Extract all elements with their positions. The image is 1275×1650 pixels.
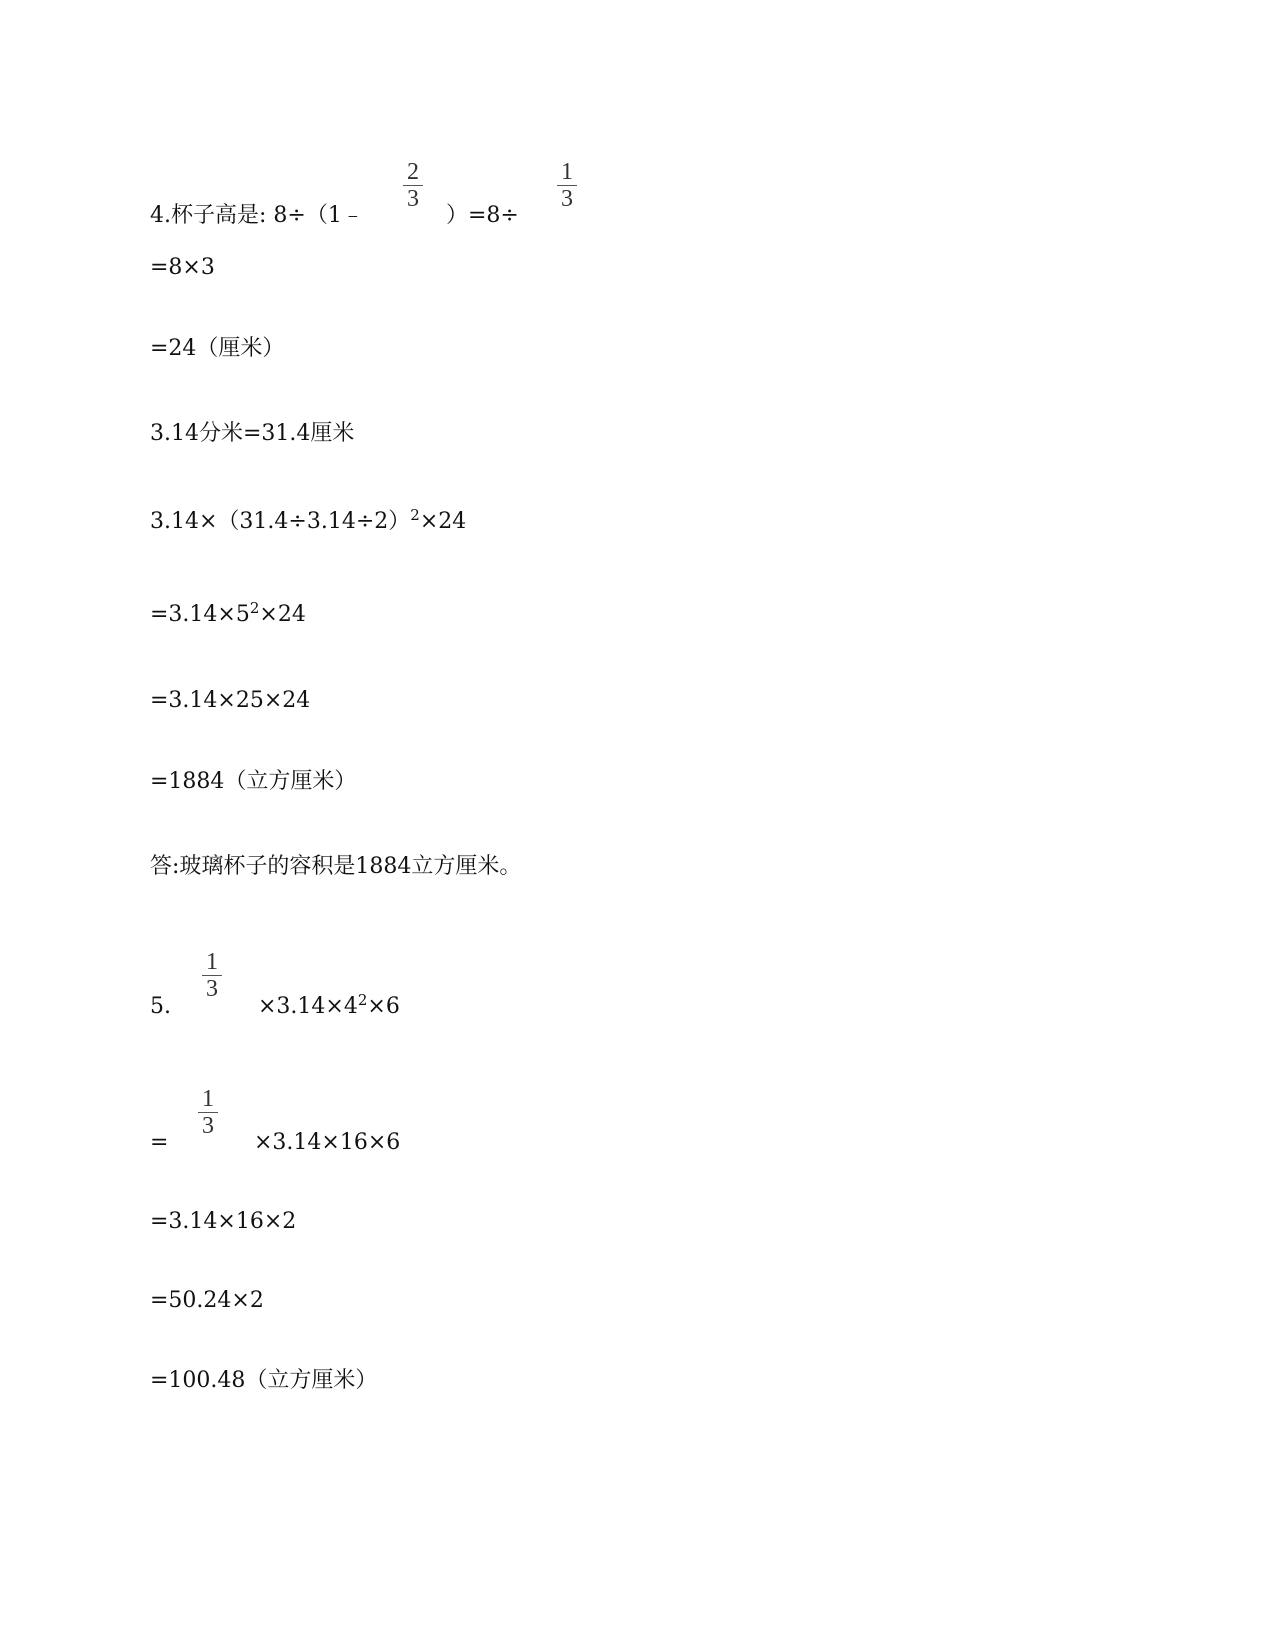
fraction-numerator: 1 — [561, 159, 573, 185]
p4-line5-base: 3.14×（31.4÷3.14÷2） — [150, 509, 411, 534]
fraction-numerator: 1 — [202, 1086, 214, 1112]
p4-line5 — [150, 508, 466, 536]
p4-fraction-one-third — [555, 160, 579, 211]
p4-answer: 答:玻璃杯子的容积是1884立方厘米。 — [150, 854, 522, 879]
p4-line6 — [150, 601, 306, 629]
fraction-numerator: 1 — [206, 949, 218, 975]
p4-line1-mid: ）=8÷ — [446, 203, 519, 228]
p4-line2: =8×3 — [150, 255, 215, 280]
p5-line5: =100.48（立方厘米） — [150, 1368, 378, 1393]
p4-line6-base: =3.14×5 — [150, 602, 250, 627]
p5-fraction-one-third-b — [196, 1087, 220, 1138]
p5-line3: =3.14×16×2 — [150, 1209, 297, 1234]
p4-line6-tail: ×24 — [259, 602, 306, 627]
fraction-denominator: 3 — [202, 1113, 214, 1139]
p4-line5-exponent: 2 — [410, 506, 420, 524]
p5-line1-base: ×3.14×4 — [258, 994, 358, 1019]
fraction-numerator: 2 — [407, 159, 419, 185]
p4-fraction-two-thirds — [401, 160, 425, 211]
fraction-denominator: 3 — [206, 976, 218, 1002]
p5-line2-equals: = — [150, 1130, 169, 1155]
p5-line1-tail: ×6 — [367, 994, 400, 1019]
p4-line8: =1884（立方厘米） — [150, 769, 357, 794]
p5-line4: =50.24×2 — [150, 1288, 264, 1313]
p4-line5-tail: ×24 — [419, 509, 467, 534]
p4-line7: =3.14×25×24 — [150, 688, 311, 713]
fraction-denominator: 3 — [407, 186, 419, 212]
p4-line6-exponent: 2 — [249, 599, 260, 617]
p5-label: 5. — [150, 994, 171, 1019]
p5-fraction-one-third-a — [200, 950, 224, 1001]
p5-line1-exponent: 2 — [357, 991, 368, 1009]
p5-line2-tail: ×3.14×16×6 — [254, 1130, 401, 1155]
p4-line3: =24（厘米） — [150, 336, 285, 361]
p4-line1-start: 4.杯子高是: 8÷（1﹣ — [150, 203, 364, 228]
p4-line4: 3.14分米=31.4厘米 — [150, 421, 355, 446]
fraction-denominator: 3 — [561, 186, 573, 212]
p5-line1 — [258, 993, 400, 1021]
